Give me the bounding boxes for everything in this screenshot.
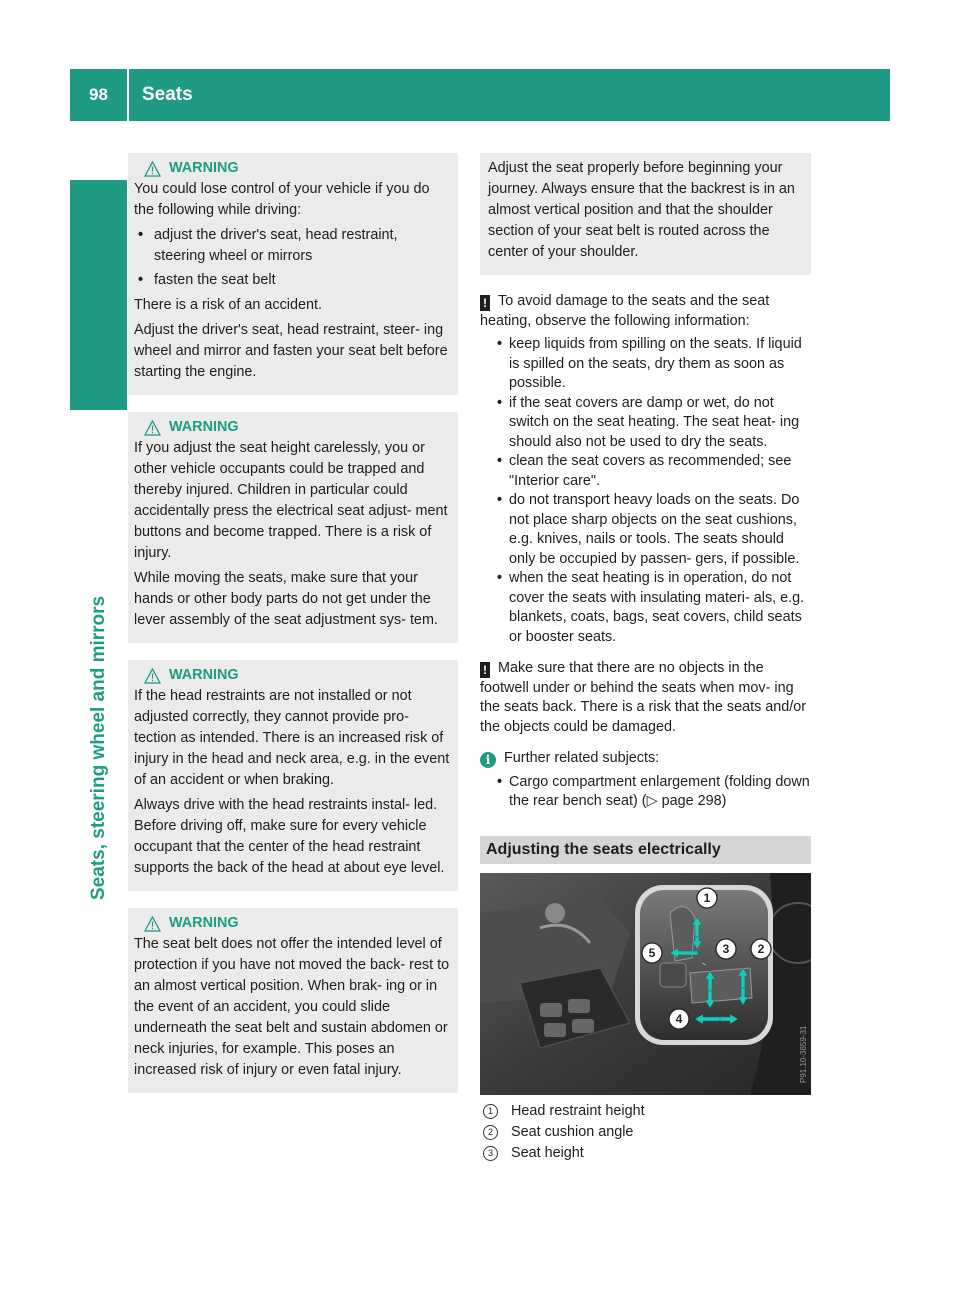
legend-item [480,1101,811,1122]
warning-heading [144,158,452,179]
page-title: Seats [142,84,193,105]
warning-heading [144,913,452,934]
figure-code: P91.10-3859-31 [799,1025,808,1083]
list-item: • Cargo compartment enlargement (folding down the rear bench seat) (▷ page 298) [497,773,811,812]
legend-text: Seat cushion angle [511,1123,634,1140]
legend-item [480,1143,811,1164]
legend-item [480,1122,811,1143]
warning-box-seat-height [128,412,458,643]
list-item: • adjust the driver's seat, head restraint, steering wheel or mirrors [134,225,452,267]
note-intro: To avoid damage to the seats and the seat heating, observe the following information: [480,293,770,329]
section-heading: Adjusting the seats electrically [480,836,811,864]
related-subjects [480,749,811,769]
warning-label: WARNING [169,419,239,435]
warning-text: You could lose control of your vehicle if you do the following while driving: [134,181,430,218]
damage-note-list [480,335,811,647]
page-header [70,69,890,121]
list-item: • if the seat covers are damp or wet, do not switch on the seat heating. The seat heat- ing should also not be used to dry the seats. [497,394,811,453]
warning-box-seat-belt [128,908,458,1093]
warning-triangle-icon [144,161,161,177]
warning-box-head-restraints [128,660,458,891]
left-column [128,153,458,1110]
warning-triangle-icon [144,668,161,684]
list-item: • fasten the seat belt [134,270,452,291]
warning-label: WARNING [169,915,239,931]
list-item: • do not transport heavy loads on the seats. Do not place sharp objects on the seat cushions, e.g. knives, nails or tools. The seats should only be occupied by passen- gers, if possible. [497,491,811,569]
related-intro: Further related subjects: [504,750,660,766]
seat-controls-figure [480,873,811,1095]
legend-text: Head restraint height [511,1102,645,1119]
warning-text: Always drive with the head restraints instal- led. Before driving off, make sure for every vehicle occupant that the center of the head restraint supports the back of the head at about eye level. [134,797,445,876]
warning-text: If you adjust the seat height carelessly, you or other vehicle occupants could be trapped and thereby injured. Children in particular could accidentally press the electrical seat adjust- ment buttons and become trapped. There is a risk of injury. [134,440,448,561]
warning-text: If the head restraints are not installed or not adjusted correctly, they cannot provide pro- tection as intended. There is an increased risk of injury in the head and neck area, e.g. in the event of an accident or when braking. [134,688,450,788]
header-divider [127,69,129,121]
list-item: • when the seat heating is in operation, do not cover the seats with insulating materi- als, e.g. blankets, coats, bags, seat covers, child seats or booster seats. [497,569,811,647]
side-chapter-label: Seats, steering wheel and mirrors [88,595,109,900]
warning-box-controls [128,153,458,395]
warning-text: There is a risk of an accident. [134,297,322,313]
warning-label: WARNING [169,160,239,176]
warning-triangle-icon [144,916,161,932]
right-column [480,153,811,1164]
list-item: • clean the seat covers as recommended; see "Interior care". [497,452,811,491]
warning-triangle-icon [144,420,161,436]
figure-legend [480,1101,811,1164]
callout-label: 3 [722,941,730,956]
callout-label: 2 [757,941,765,956]
info-box-text: Adjust the seat properly before beginning your journey. Always ensure that the backrest is in an almost vertical position and that the shoulder section of your seat belt is routed across the center of your shoulder. [488,160,795,260]
seat-controls-illustration [480,873,811,1095]
warning-text: The seat belt does not offer the intended level of protection if you have not moved the back- rest to an almost vertical position. When brak- ing or in the event of an accident, you could slide underneath the seat belt and sustain abdomen or neck injuries, for example. This poses an increased risk of injury or even fatal injury. [134,936,450,1078]
warning-list [134,225,452,291]
legend-number: 1 [483,1104,498,1119]
info-box-seat-adjust [480,153,811,275]
warning-text: While moving the seats, make sure that your hands or other body parts do not get under the lever assembly of the seat adjustment sys- tem. [134,570,438,628]
warning-text: Adjust the driver's seat, head restraint, steer- ing wheel and mirror and fasten your seat belt before starting the engine. [134,322,448,380]
callout-label: 5 [648,945,656,960]
note-text: Make sure that there are no objects in the footwell under or behind the seats when mov- ing the seats back. There is a risk that the seats and/or the objects could be damaged. [480,660,807,735]
list-item: • keep liquids from spilling on the seats. If liquid is spilled on the seats, dry them as soon as possible. [497,335,811,394]
footwell-note [480,659,811,737]
related-list [480,773,811,812]
damage-note [480,292,811,331]
info-icon: i [480,752,496,768]
legend-number: 3 [483,1146,498,1161]
caution-icon: ! [480,295,490,311]
page-number: 98 [89,85,108,104]
warning-heading [144,665,452,686]
warning-heading [144,417,452,438]
legend-text: Seat height [511,1144,584,1161]
legend-number: 2 [483,1125,498,1140]
warning-label: WARNING [169,667,239,683]
callout-label: 1 [703,890,711,905]
caution-icon: ! [480,662,490,678]
callout-label: 4 [675,1011,683,1026]
notes-section [480,292,811,812]
